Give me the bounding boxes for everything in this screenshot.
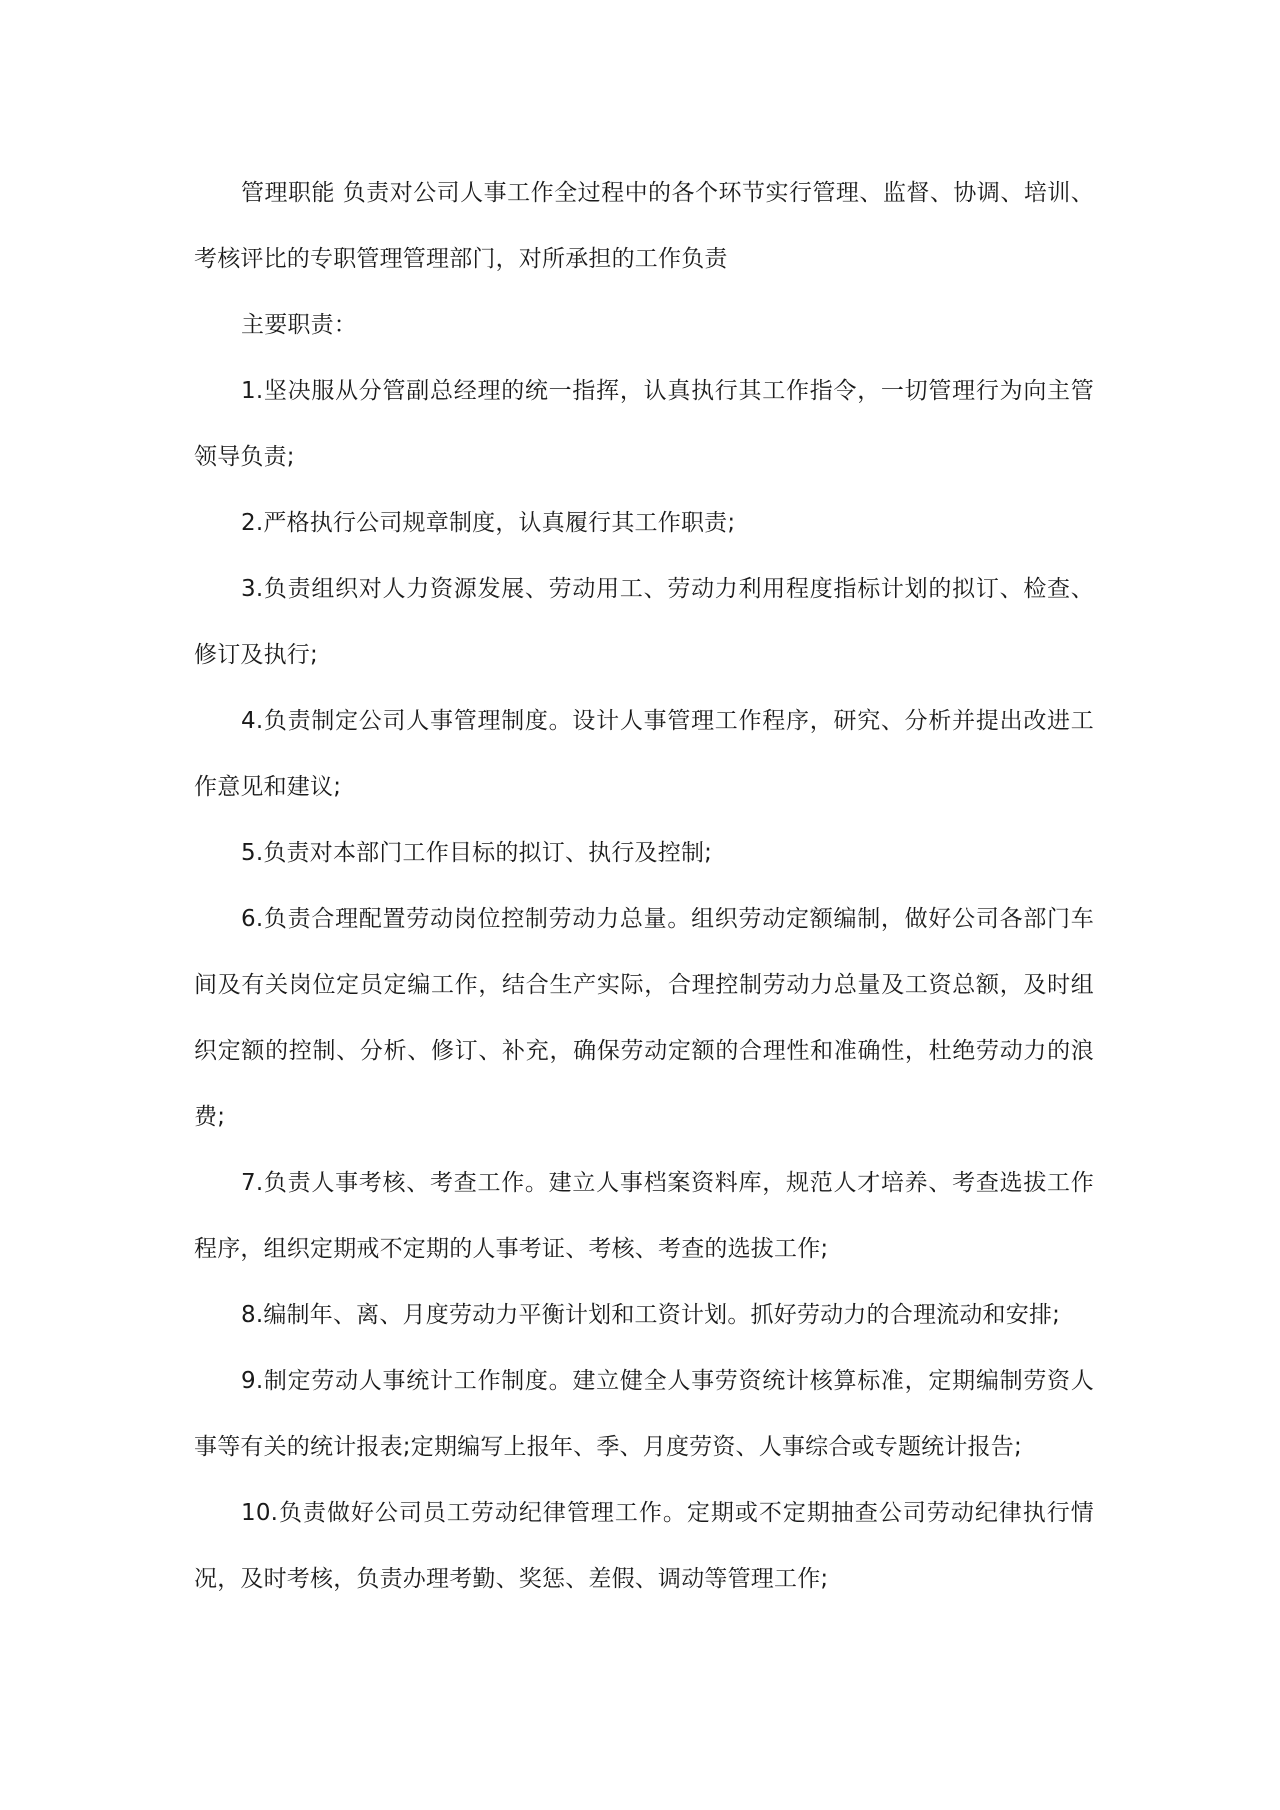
paragraph-duty-4: 4.负责制定公司人事管理制度。设计人事管理工作程序，研究、分析并提出改进工作意见和建议;	[194, 708, 1094, 800]
paragraph-duty-1: 1.坚决服从分管副总经理的统一指挥，认真执行其工作指令，一切管理行为向主管领导负责;	[194, 378, 1094, 470]
paragraph-main-duties-heading: 主要职责：	[241, 312, 357, 338]
paragraph-duty-7: 7.负责人事考核、考查工作。建立人事档案资料库，规范人才培养、考查选拔工作程序，组织定期戒不定期的人事考证、考核、考查的选拔工作;	[194, 1170, 1094, 1262]
paragraph-duty-3: 3.负责组织对人力资源发展、劳动用工、劳动力利用程度指标计划的拟订、检查、修订及执行;	[194, 576, 1094, 668]
paragraph-duty-6: 6.负责合理配置劳动岗位控制劳动力总量。组织劳动定额编制，做好公司各部门车间及有关岗位定员定编工作，结合生产实际，合理控制劳动力总量及工资总额，及时组织定额的控制、分析、修订、补充，确保劳动定额的合理性和准确性，杜绝劳动力的浪费;	[194, 906, 1094, 1130]
paragraph-duty-5: 5.负责对本部门工作目标的拟订、执行及控制;	[241, 840, 713, 866]
paragraph-management-function: 管理职能 负责对公司人事工作全过程中的各个环节实行管理、监督、协调、培训、考核评比的专职管理管理部门，对所承担的工作负责	[194, 180, 1094, 272]
paragraph-duty-10: 10.负责做好公司员工劳动纪律管理工作。定期或不定期抽查公司劳动纪律执行情况，及时考核，负责办理考勤、奖惩、差假、调动等管理工作;	[194, 1500, 1094, 1592]
paragraph-duty-9: 9.制定劳动人事统计工作制度。建立健全人事劳资统计核算标准，定期编制劳资人事等有关的统计报表;定期编写上报年、季、月度劳资、人事综合或专题统计报告;	[194, 1368, 1094, 1460]
paragraph-duty-2: 2.严格执行公司规章制度，认真履行其工作职责;	[241, 510, 736, 536]
paragraph-duty-8: 8.编制年、离、月度劳动力平衡计划和工资计划。抓好劳动力的合理流动和安排;	[241, 1302, 1061, 1328]
document-body	[194, 160, 1094, 1612]
